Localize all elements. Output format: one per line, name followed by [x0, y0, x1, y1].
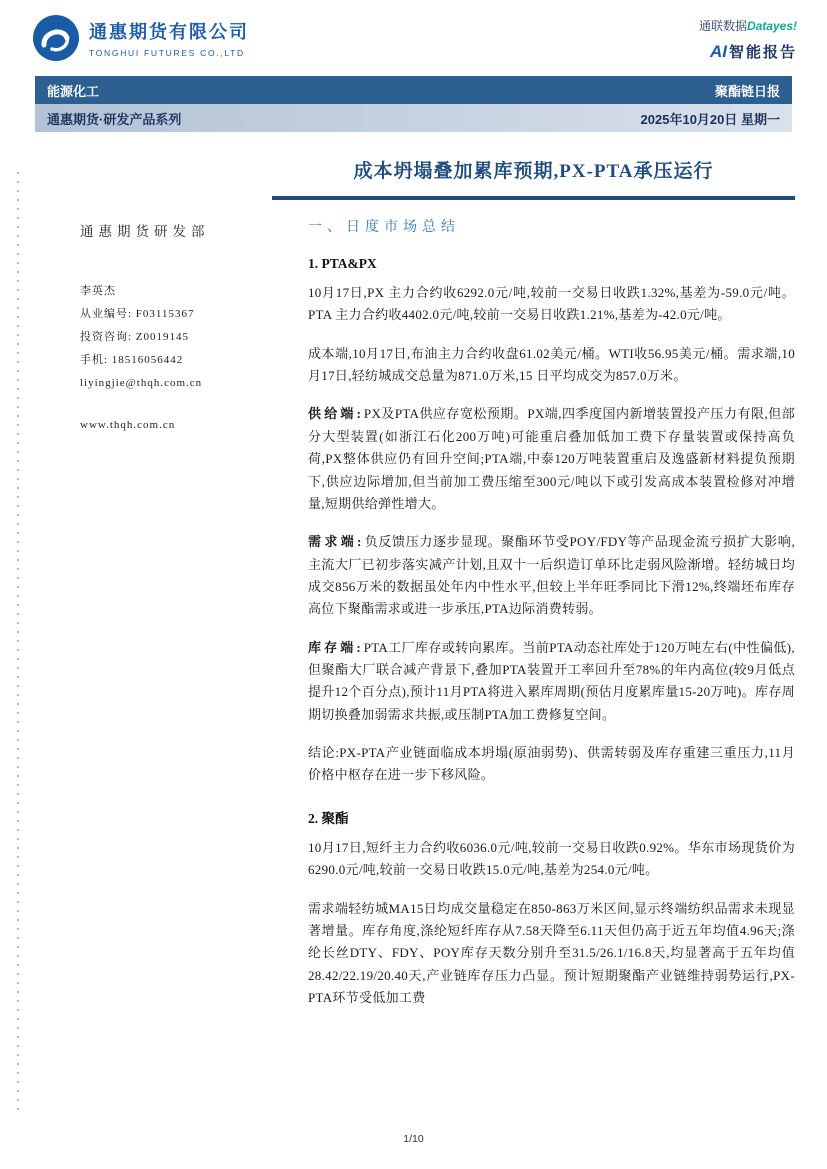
- paragraph-px-pta-prices: 10月17日,PX 主力合约收6292.0元/吨,较前一交易日收跌1.32%,基差为-59.0元/吨。PTA 主力合约收4402.0元/吨,较前一交易日收跌1.21%,基差为-42.0元/吨。: [308, 285, 795, 323]
- company-website-link[interactable]: www.thqh.com.cn: [80, 419, 176, 431]
- analyst-name: 李英杰: [80, 285, 116, 297]
- company-name-en: TONGHUI FUTURES CO.,LTD: [89, 48, 245, 58]
- title-rule: [272, 196, 795, 200]
- subsection-heading-pta-px: 1. PTA&PX: [308, 256, 377, 271]
- demand-label: 需求端:: [308, 534, 365, 550]
- analyst-advisory-no: 投资咨询: Z0019145: [80, 331, 190, 343]
- datayes-prefix: 通联数据: [698, 19, 747, 33]
- analyst-phone: 手机: 18516056442: [80, 354, 184, 366]
- title-block: [272, 156, 795, 200]
- section-heading: 一、日度市场总结: [308, 220, 460, 235]
- paragraph-inventory: 库存端:PTA工厂库存或转向累库。当前PTA动态社库处于120万吨左右(中性偏低),但聚酯大厂联合减产背景下,叠加PTA装置开工率回升至78%的年内高位(较9月低点提升12个百分点),预计11月PTA将进入累库周期(预估月度累库量15-20万吨)。库存周期切换叠加弱需求共振,或压制PTA加工费修复空间。: [308, 639, 795, 722]
- ai-report-text: 智能报告: [728, 44, 797, 61]
- ai-report-label: [699, 41, 797, 62]
- series-banner: [35, 104, 792, 132]
- report-date: 2025年10月20日 星期一: [640, 111, 780, 127]
- series-label: 通惠期货·研发产品系列: [47, 111, 182, 127]
- author-sidebar: [80, 204, 280, 1025]
- paragraph-cost-demand: 成本端,10月17日,布油主力合约收盘61.02美元/桶。WTI收56.95美元/桶。需求端,10月17日,轻纺城成交总量为871.0万米,15 日平均成交为857.0万米。: [308, 345, 795, 384]
- analyst-email-link[interactable]: liyingjie@thqh.com.cn: [80, 377, 203, 389]
- paragraph-demand: 需求端:负反馈压力逐步显现。聚酯环节受POY/FDY等产品现金流亏损扩大影响,主流大厂已初步落实减产计划,且双十一后织造订单环比走弱风险渐增。轻纺城日均成交856万米的数据虽处年内中性水平,但较上半年旺季同比下滑12%,终端坯布库存高位下聚酯需求或进一步承压,PTA边际消费转弱。: [308, 534, 795, 617]
- ai-logo: AI: [709, 42, 727, 61]
- inventory-label: 库存端:: [308, 639, 364, 655]
- category-banner: [35, 76, 792, 104]
- paragraph-polyester-prices: 10月17日,短纤主力合约收6036.0元/吨,较前一交易日收跌0.92%。华东市场现货价为6290.0元/吨,较前一交易日收跌15.0元/吨,基差为254.0元/吨。: [308, 839, 795, 878]
- report-body: [308, 204, 795, 1025]
- content-area: [80, 204, 795, 1025]
- paragraph-polyester-inventory: 需求端轻纺城MA15日均成交量稳定在850-863万米区间,显示终端纺织品需求未现显著增量。库存角度,涤纶短纤库存从7.58天降至6.11天但仍高于近五年均值4.96天;涤纶长丝DTY、FDY、POY库存天数分别升至31.5/26.1/16.8天,均显著高于五年均值28.42/22.19/20.40天,产业链库存压力凸显。预计短期聚酯产业链维持弱势运行,PX-PTA环节受低加工费: [308, 900, 795, 1005]
- brand-block: [699, 14, 797, 62]
- datayes-brand: [699, 17, 797, 34]
- subsection-heading-polyester: 2. 聚酯: [308, 810, 349, 826]
- page-number: 1/10: [403, 1133, 424, 1145]
- datayes-wordmark: Datayes!: [746, 19, 797, 33]
- company-name-cn: 通惠期货有限公司: [89, 22, 249, 42]
- report-title: 成本坍塌叠加累库预期,PX-PTA承压运行: [353, 161, 714, 182]
- analyst-reg-no: 从业编号: F03115367: [80, 308, 195, 320]
- left-dotted-edge: [17, 172, 19, 1110]
- company-names: [89, 18, 249, 58]
- page-header: [0, 0, 827, 68]
- company-logo-block: [32, 14, 249, 62]
- paragraph-supply: 供给端:PX及PTA供应存宽松预期。PX端,四季度国内新增装置投产压力有限,但部分大型装置(如浙江石化200万吨)可能重启叠加低加工费下存量装置或保持高负荷,PX整体供应仍有回升空间;PTA端,中泰120万吨装置重启及逸盛新材料提负预期下,供应边际增加,但当前加工费压缩至300元/吨以下或引发高成本装置检修对冲增量,短期供给弹性增大。: [308, 406, 795, 511]
- department-name: 通惠期货研发部: [80, 224, 210, 239]
- category-label: 能源化工: [47, 83, 100, 99]
- company-logo-icon: [32, 14, 80, 62]
- report-type-label: 聚酯链日报: [714, 83, 780, 99]
- paragraph-conclusion: 结论:PX-PTA产业链面临成本坍塌(原油弱势)、供需转弱及库存重建三重压力,11月价格中枢存在进一步下移风险。: [308, 745, 795, 783]
- supply-label: 供给端:: [308, 406, 364, 422]
